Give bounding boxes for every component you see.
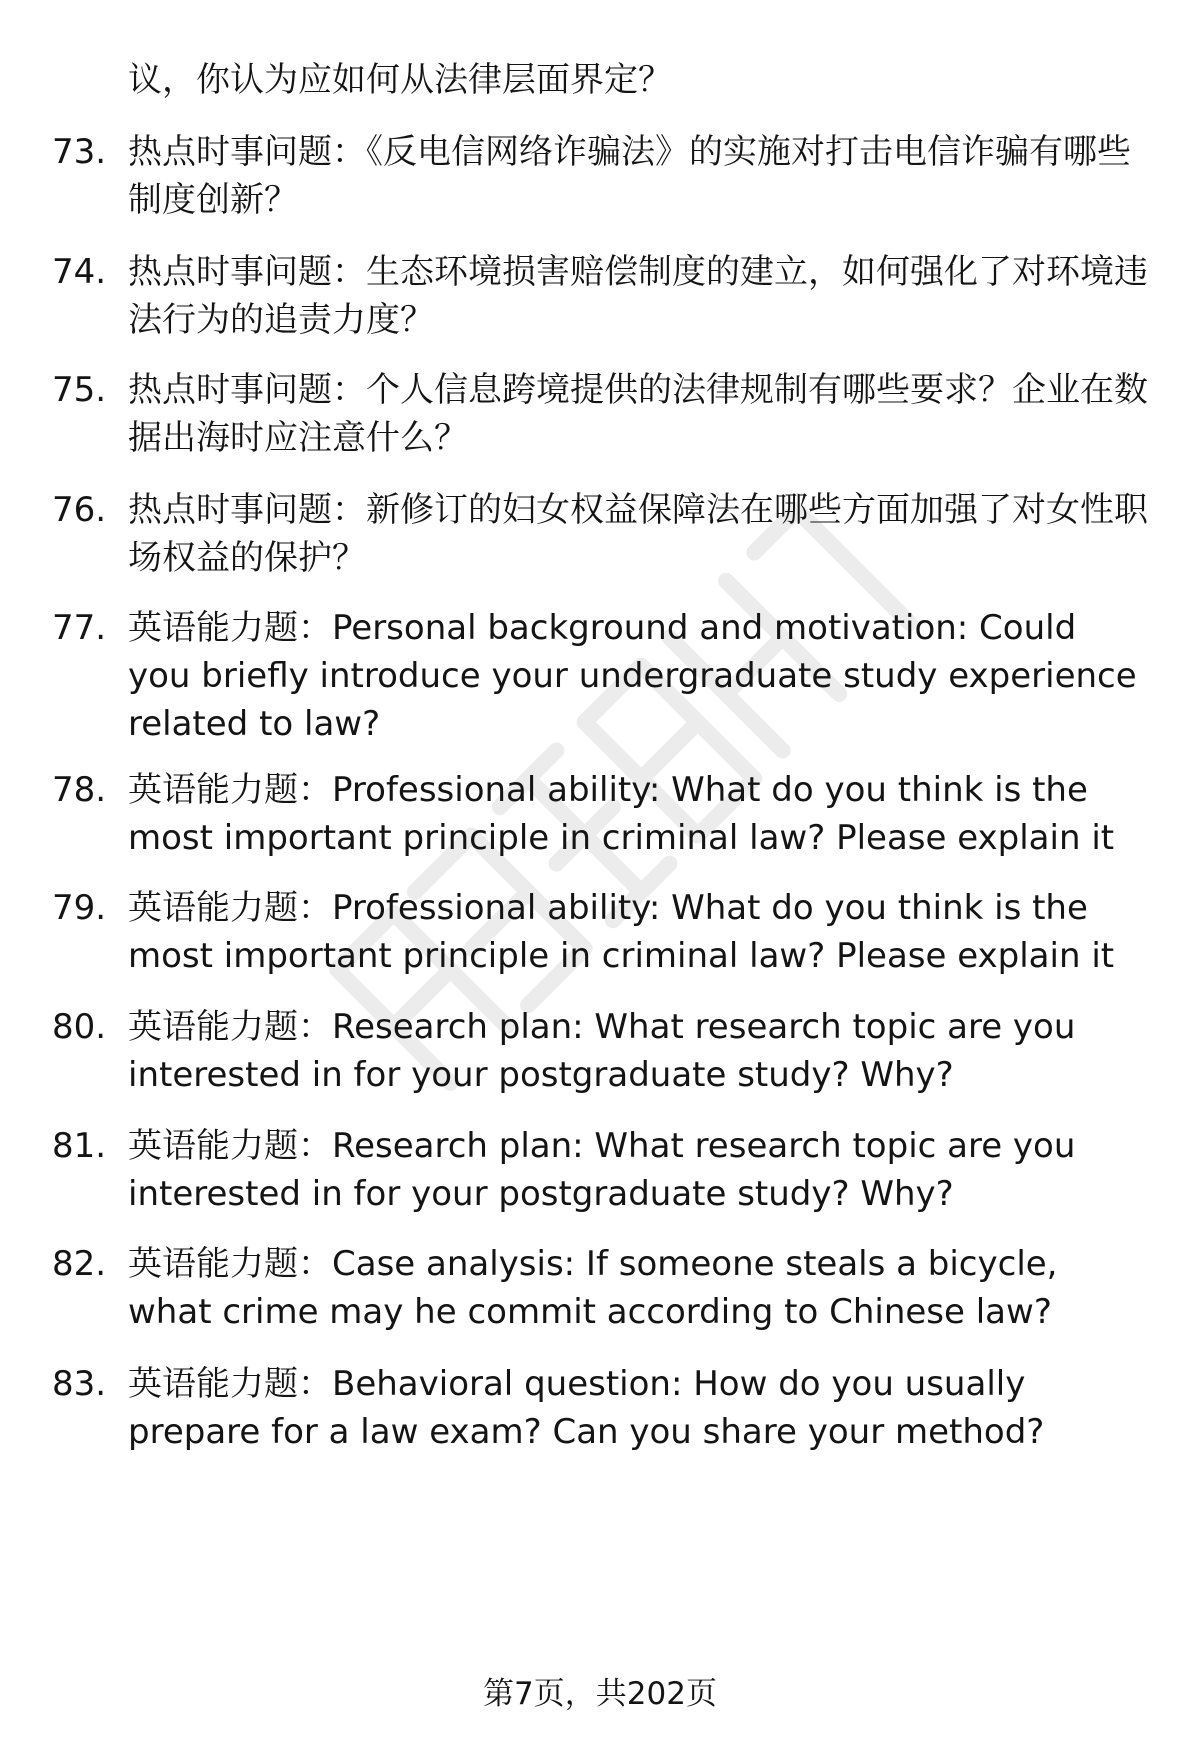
question-text: 英语能力题：Behavioral question: How do you usually prepare for a law exam? Can you share your method? <box>128 1364 1045 1452</box>
question-item <box>52 1003 1152 1099</box>
question-item <box>52 766 1152 862</box>
question-number: 78. <box>52 770 107 810</box>
question-text: 热点时事问题：生态环境损害赔偿制度的建立，如何强化了对环境违法行为的追责力度？ <box>128 252 1148 340</box>
question-number: 74. <box>52 252 107 292</box>
question-number: 82. <box>52 1244 107 1284</box>
question-item <box>52 1122 1152 1218</box>
question-item <box>52 128 1152 224</box>
question-item <box>52 366 1152 462</box>
question-number: 75. <box>52 370 107 410</box>
question-number: 83. <box>52 1364 107 1404</box>
question-text: 热点时事问题：新修订的妇女权益保障法在哪些方面加强了对女性职场权益的保护？ <box>128 490 1148 578</box>
question-text: 英语能力题：Case analysis: If someone steals a bicycle, what crime may he commit according to Chinese law? <box>128 1244 1058 1332</box>
page-footer: 第7页，共202页 <box>483 1676 717 1712</box>
question-item <box>52 486 1152 582</box>
question-text: 英语能力题：Personal background and motivation: Could you briefly introduce your undergraduate study experience related to law? <box>128 608 1137 744</box>
question-text: 英语能力题：Professional ability: What do you think is the most important principle in criminal law? Please explain it <box>128 770 1115 858</box>
question-number: 79. <box>52 888 107 928</box>
question-number: 76. <box>52 490 107 530</box>
question-item <box>52 1360 1152 1456</box>
question-text: 英语能力题：Professional ability: What do you think is the most important principle in criminal law? Please explain it <box>128 888 1115 976</box>
question-item <box>52 604 1152 748</box>
continuation-text: 议，你认为应如何从法律层面界定？ <box>128 60 672 100</box>
question-item <box>52 884 1152 980</box>
question-text: 英语能力题：Research plan: What research topic are you interested in for your postgraduate study? Why? <box>128 1126 1076 1214</box>
question-text: 英语能力题：Research plan: What research topic are you interested in for your postgraduate study? Why? <box>128 1007 1076 1095</box>
question-text: 热点时事问题：个人信息跨境提供的法律规制有哪些要求？企业在数据出海时应注意什么？ <box>128 370 1148 458</box>
question-item <box>52 1240 1152 1336</box>
question-number: 81. <box>52 1126 107 1166</box>
question-text: 热点时事问题：《反电信网络诈骗法》的实施对打击电信诈骗有哪些制度创新？ <box>128 132 1131 220</box>
question-number: 77. <box>52 608 107 648</box>
question-number: 73. <box>52 132 107 172</box>
question-number: 80. <box>52 1007 107 1047</box>
question-item <box>52 248 1152 344</box>
